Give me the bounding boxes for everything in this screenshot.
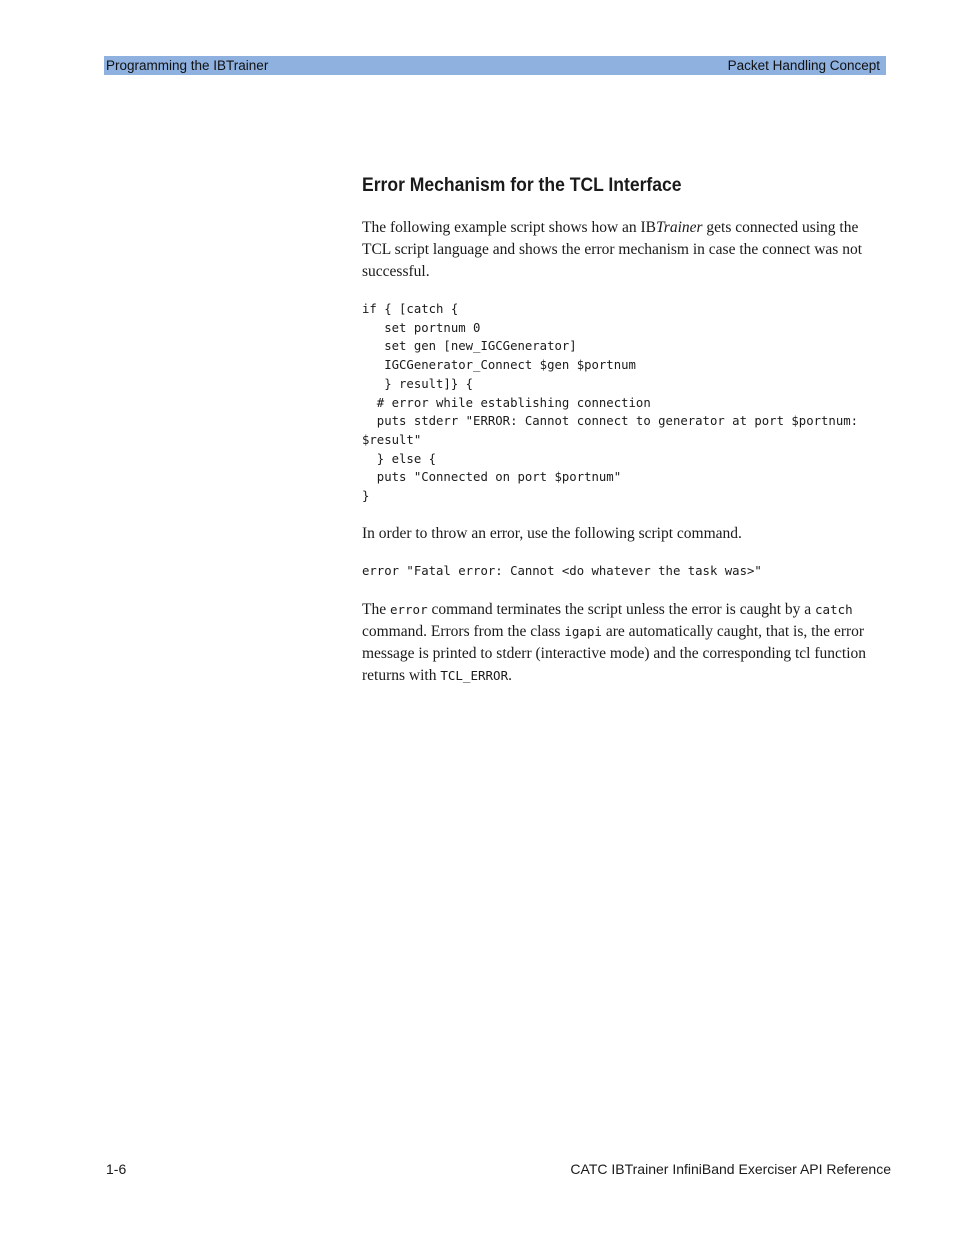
inline-code-tcl-error: TCL_ERROR (440, 668, 509, 683)
inline-code-catch: catch (815, 602, 853, 617)
header-section-title: Packet Handling Concept (727, 58, 880, 73)
explanation-text: command terminates the script unless the error is caught by a (427, 601, 816, 618)
explanation-text: The (362, 601, 390, 618)
inline-code-igapi: igapi (564, 624, 602, 639)
code-line: if { [catch { (362, 302, 459, 316)
error-command-example: error "Fatal error: Cannot <do whatever the task was>" (362, 564, 762, 578)
code-line: } else { (362, 451, 437, 466)
code-line: puts stderr "ERROR: Cannot connect to generator at port $portnum: (362, 414, 859, 429)
intro-text-start: The following example script shows how an IB (362, 219, 657, 236)
explanation-text: are automatically caught, that is, the error message is printed to stderr (interactive mode) and the corresponding tcl function returns with (362, 623, 867, 684)
code-line: $result" (362, 432, 422, 447)
running-header (104, 56, 886, 75)
footer-book-title: CATC IBTrainer InfiniBand Exerciser API Reference (570, 1161, 891, 1177)
code-line: IGCGenerator_Connect $gen $portnum (362, 358, 636, 373)
code-line: # error while establishing connection (362, 395, 651, 410)
explanation-text: . (508, 667, 512, 684)
section-heading: Error Mechanism for the TCL Interface (362, 174, 682, 196)
explanation-text: command. Errors from the class (362, 623, 565, 640)
page-number: 1-6 (106, 1161, 127, 1177)
header-chapter-title: Programming the IBTrainer (106, 58, 269, 73)
inline-code-error: error (389, 602, 428, 617)
explanation-paragraph (362, 599, 888, 687)
intro-text-end: gets connected using the TCL script language and shows the error mechanism in case the connect was not successful. (362, 219, 863, 280)
intro-italic-trainer: Trainer (656, 219, 703, 236)
code-example (362, 300, 858, 506)
throw-paragraph: In order to throw an error, use the following script command. (362, 525, 742, 542)
code-line: } (362, 489, 370, 504)
code-line: set gen [new_IGCGenerator] (362, 339, 577, 354)
code-line: set portnum 0 (362, 320, 481, 335)
intro-paragraph (362, 217, 888, 283)
code-line: } result]} { (362, 376, 474, 391)
code-line: puts "Connected on port $portnum" (362, 470, 622, 485)
